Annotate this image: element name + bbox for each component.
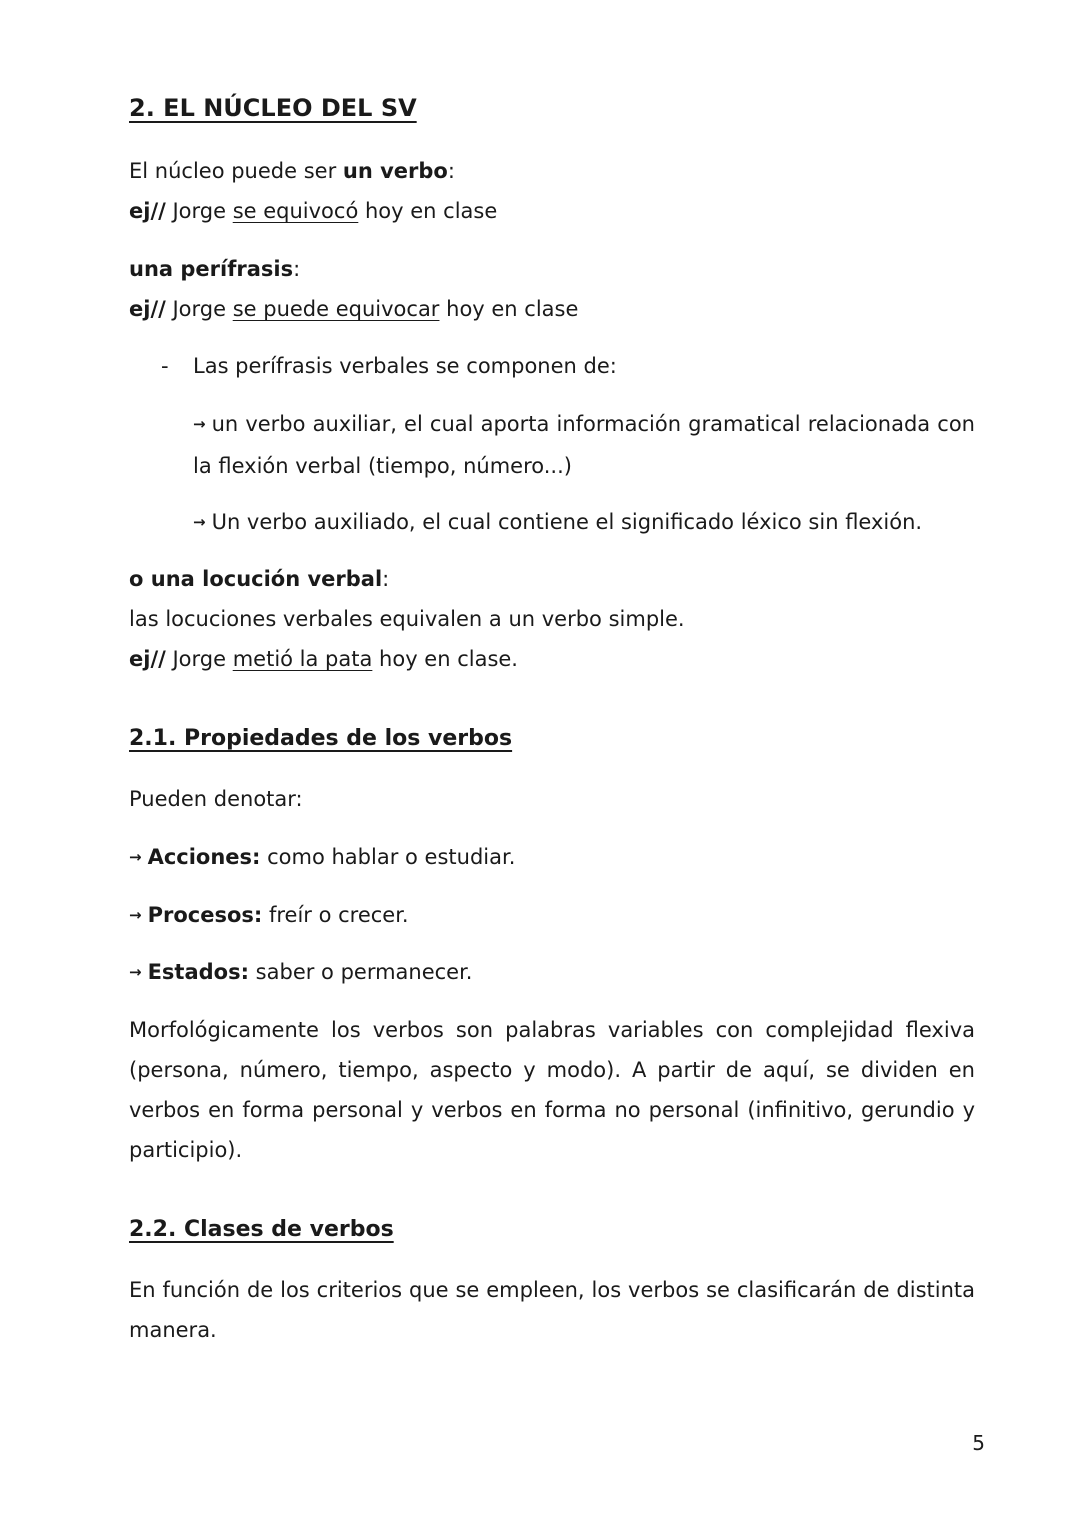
section-heading-2-2: 2.2. Clases de verbos bbox=[129, 1217, 394, 1242]
bullet-dash: - bbox=[161, 354, 169, 378]
nucleus-intro-text: El núcleo puede ser bbox=[129, 159, 343, 183]
denotar-item-bold: Estados: bbox=[147, 960, 249, 984]
example-2 bbox=[129, 289, 975, 329]
perifrasis-title bbox=[129, 249, 975, 289]
denotar-item-text: freír o crecer. bbox=[262, 903, 409, 927]
locucion-title-bold: o una locución verbal bbox=[129, 567, 383, 591]
nucleus-intro-colon: : bbox=[447, 159, 455, 183]
example-label: ej// bbox=[129, 297, 166, 321]
example-post: hoy en clase bbox=[358, 199, 498, 223]
perifrasis-title-bold: una perífrasis bbox=[129, 257, 294, 281]
example-1 bbox=[129, 191, 975, 231]
nucleus-intro-line bbox=[129, 151, 975, 191]
denotar-item-bold: Acciones: bbox=[147, 845, 261, 869]
example-pre: Jorge bbox=[165, 647, 233, 671]
example-3 bbox=[129, 639, 975, 679]
denotar-item-procesos bbox=[129, 895, 975, 937]
example-underlined: se equivocó bbox=[232, 199, 359, 223]
arrow-icon: → bbox=[193, 513, 206, 531]
denotar-item-text: como hablar o estudiar. bbox=[260, 845, 516, 869]
locucion-description: las locuciones verbales equivalen a un verbo simple. bbox=[129, 607, 685, 631]
morfologia-paragraph: Morfológicamente los verbos son palabras variables con complejidad flexiva (persona, número, tiempo, aspecto y modo). A partir de aquí, se dividen en verbos en forma personal y verbos en forma no personal (infinitivo, gerundio y participio). bbox=[129, 1018, 975, 1162]
arrow-icon: → bbox=[129, 963, 142, 981]
example-underlined: se puede equivocar bbox=[232, 297, 440, 321]
arrow-icon: → bbox=[129, 848, 142, 866]
section-heading-2-1: 2.1. Propiedades de los verbos bbox=[129, 726, 513, 751]
example-label: ej// bbox=[129, 199, 166, 223]
sub-item-text: Un verbo auxiliado, el cual contiene el significado léxico sin flexión. bbox=[211, 510, 923, 534]
arrow-icon: → bbox=[193, 415, 206, 433]
sub-item-auxiliar bbox=[193, 404, 975, 486]
denotar-item-estados bbox=[129, 952, 975, 994]
example-post: hoy en clase. bbox=[372, 647, 518, 671]
example-pre: Jorge bbox=[165, 297, 233, 321]
example-pre: Jorge bbox=[165, 199, 233, 223]
sub-item-auxiliado bbox=[193, 502, 975, 544]
denotar-item-acciones bbox=[129, 837, 975, 879]
page-number: 5 bbox=[972, 1431, 985, 1455]
locucion-title-colon: : bbox=[382, 567, 390, 591]
example-underlined: metió la pata bbox=[232, 647, 373, 671]
bullet-text: Las perífrasis verbales se componen de: bbox=[193, 354, 617, 378]
denotar-item-bold: Procesos: bbox=[147, 903, 263, 927]
perifrasis-title-colon: : bbox=[293, 257, 301, 281]
locucion-title bbox=[129, 559, 975, 599]
clases-paragraph: En función de los criterios que se empleen, los verbos se clasificarán de distinta manera. bbox=[129, 1278, 975, 1342]
denotar-intro: Pueden denotar: bbox=[129, 787, 303, 811]
example-label: ej// bbox=[129, 647, 166, 671]
example-post: hoy en clase bbox=[439, 297, 579, 321]
arrow-icon: → bbox=[129, 906, 142, 924]
sub-item-text: un verbo auxiliar, el cual aporta información gramatical relacionada con la flexión verbal (tiempo, número...) bbox=[193, 412, 975, 478]
denotar-item-text: saber o permanecer. bbox=[249, 960, 473, 984]
nucleus-intro-bold: un verbo bbox=[342, 159, 448, 183]
section-heading-2: 2. EL NÚCLEO DEL SV bbox=[129, 94, 417, 122]
